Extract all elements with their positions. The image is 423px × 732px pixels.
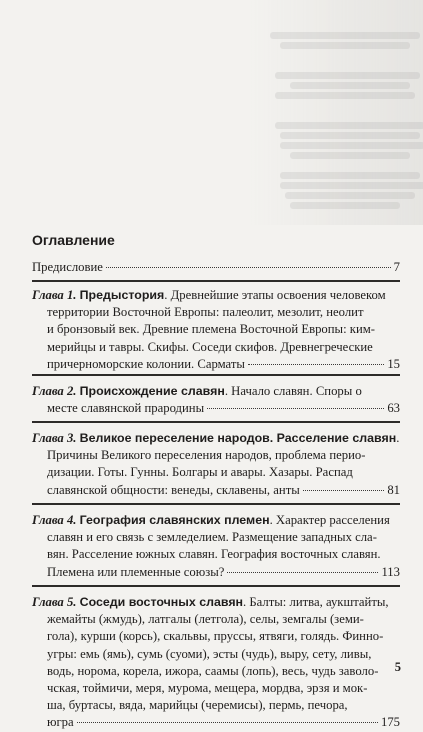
dot-leader: [106, 267, 391, 268]
chapter-text: . Древнейшие этапы освоения человеком: [164, 288, 386, 302]
toc-entry-chapter-2: [32, 383, 400, 417]
chapter-text: и бронзовый век. Древние племена Восточной Европы: ким-: [47, 322, 375, 337]
separator: [32, 503, 400, 505]
chapter-text: чская, тоймичи, меря, мурома, мещера, мордва, эрзя и мок-: [47, 681, 368, 696]
chapter-page: 175: [380, 715, 400, 730]
toc-entry-chapter-3: [32, 430, 400, 499]
chapter-label: Глава 3.: [32, 431, 77, 445]
chapter-name: Великое переселение народов. Расселение славян: [79, 431, 397, 445]
chapter-text: славянской общности: венеды, склавены, анты: [47, 482, 300, 497]
chapter-text: Причины Великого переселения народов, проблема перио-: [47, 448, 366, 463]
chapter-text: . Характер расселения: [269, 513, 390, 527]
chapter-text: вян. Расселение южных славян. География восточных славян.: [47, 547, 381, 562]
chapter-text: гола), курши (корсь), скальвы, пруссы, ятвяги, голядь. Финно-: [47, 629, 384, 644]
chapter-name: Предыстория: [79, 288, 165, 302]
dot-leader: [248, 364, 384, 365]
chapter-page: 113: [381, 564, 400, 579]
chapter-text: . Начало славян. Споры о: [224, 384, 362, 398]
chapter-text: Племена или племенные союзы?: [47, 564, 225, 579]
toc-entry-preface: [32, 259, 400, 276]
chapter-text: дизации. Готы. Гунны. Болгары и авары. Хазары. Распад: [47, 465, 353, 480]
dot-leader: [303, 490, 385, 491]
dot-leader: [207, 408, 384, 409]
toc-title: Оглавление: [32, 232, 115, 248]
chapter-label: Глава 5.: [32, 595, 77, 609]
dot-leader: [227, 572, 378, 573]
chapter-name: Происхождение славян: [79, 384, 225, 398]
separator: [32, 280, 400, 282]
page-number: 5: [394, 660, 401, 674]
toc-entry-chapter-1: [32, 287, 400, 373]
chapter-page: 15: [387, 356, 400, 371]
chapter-text: причерноморские колонии. Сарматы: [47, 356, 245, 371]
chapter-text: угры: емь (ямь), сумь (суоми), эсты (чудь), выру, сету, ливы,: [47, 646, 372, 661]
chapter-label: Глава 1.: [32, 288, 77, 302]
chapter-text: водь, норома, корела, ижора, саамы (лопь), весь, чудь заволо-: [47, 663, 379, 678]
chapter-label: Глава 2.: [32, 384, 77, 398]
separator: [32, 374, 400, 376]
chapter-label: Глава 4.: [32, 513, 77, 527]
chapter-page: 81: [387, 482, 400, 497]
toc-entry-chapter-4: [32, 512, 400, 581]
chapter-name: География славянских племен: [79, 513, 270, 527]
chapter-text: жемайты (жмудь), латгалы (летгола), селы, земгалы (земи-: [47, 612, 364, 627]
chapter-text: месте славянской прародины: [47, 401, 205, 416]
separator: [32, 585, 400, 587]
dot-leader: [77, 722, 378, 723]
preface-page: 7: [393, 260, 400, 274]
chapter-text: ша, буртасы, вяда, марийцы (черемисы), пермь, печора,: [47, 698, 348, 713]
chapter-text: .: [396, 431, 400, 445]
chapter-text: . Балты: литва, аукштайты,: [243, 595, 389, 609]
toc-entry-chapter-5: [32, 594, 400, 732]
chapter-text: славян и его связь с земледелием. Размещение западных сла-: [47, 530, 377, 545]
chapter-page: 63: [387, 401, 400, 416]
chapter-text: территории Восточной Европы: палеолит, мезолит, неолит: [47, 305, 364, 320]
preface-label: Предисловие: [32, 260, 103, 274]
chapter-text: югра: [47, 715, 74, 730]
chapter-name: Соседи восточных славян: [79, 595, 244, 609]
bleed-through-text: [250, 0, 423, 225]
chapter-text: мерийцы и тавры. Скифы. Соседи скифов. Древнегреческие: [47, 339, 373, 354]
separator: [32, 421, 400, 423]
